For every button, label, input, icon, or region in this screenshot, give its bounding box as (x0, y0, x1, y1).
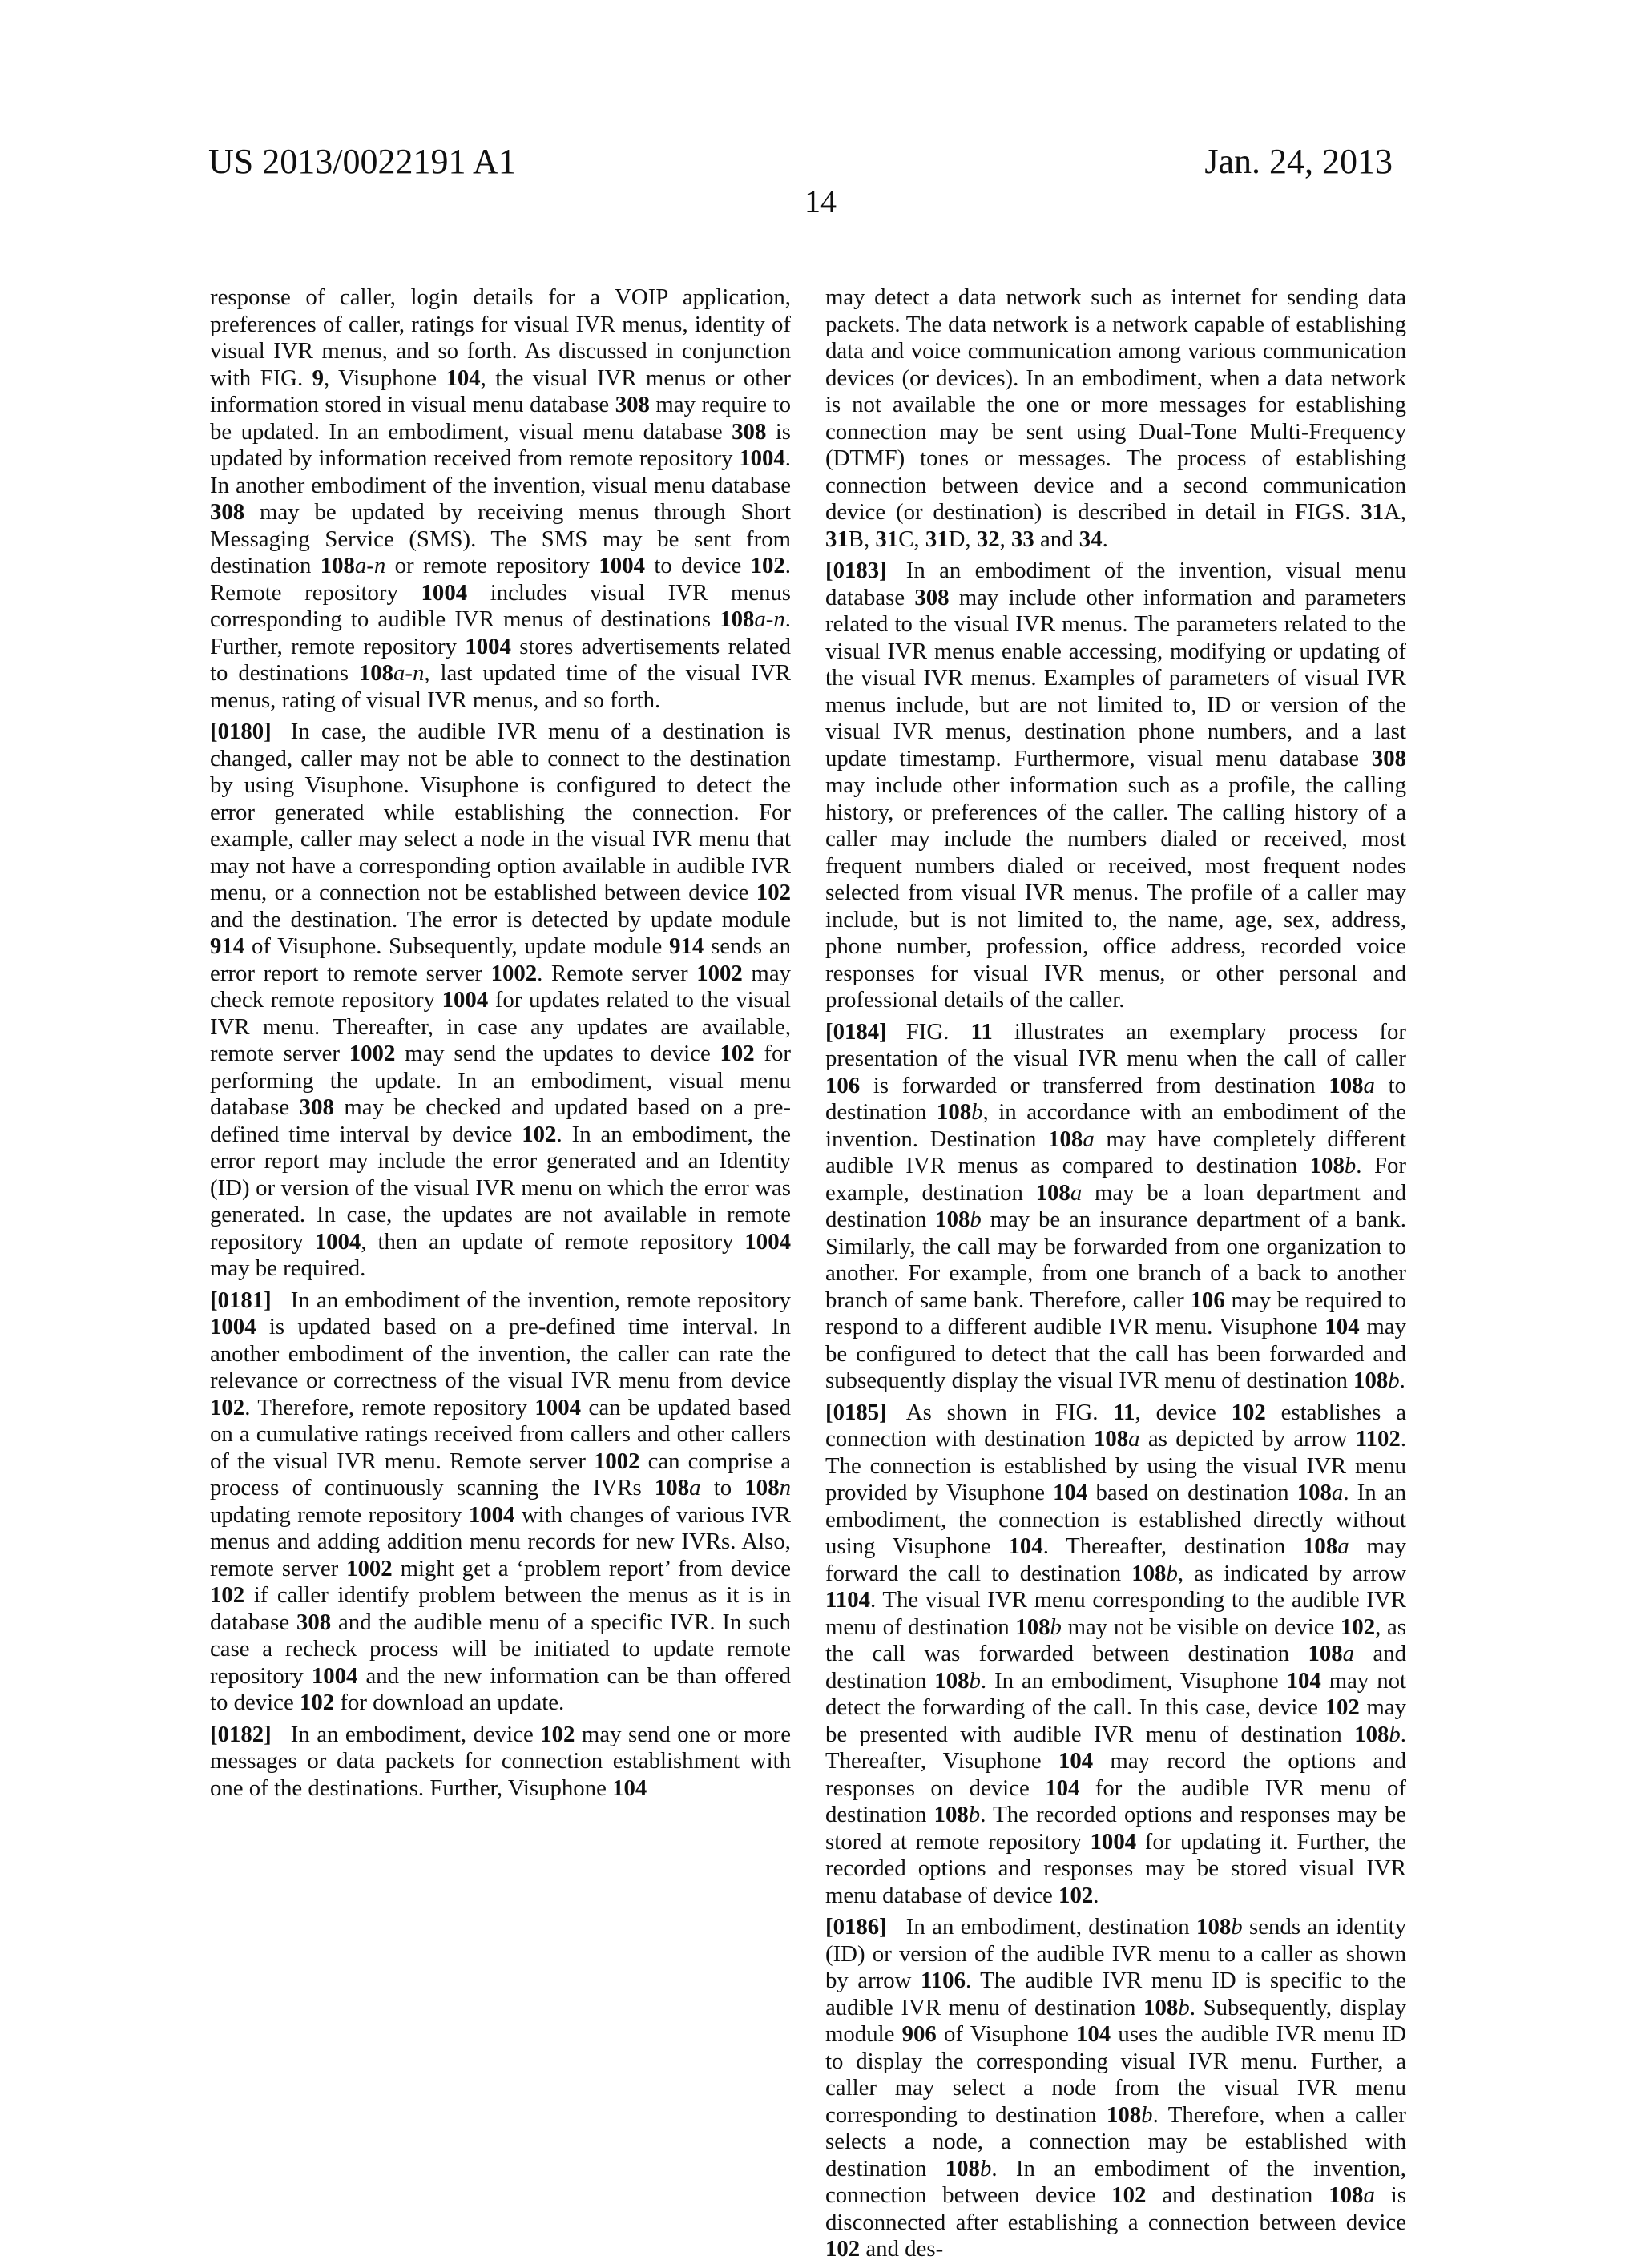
reference-numeral: 108 (1143, 1994, 1179, 2020)
text-run: for updates related to the visual IVR menu. Thereafter, in case any updates are available, remote server (210, 987, 791, 1066)
reference-numeral: 308 (296, 1609, 332, 1635)
reference-numeral: 33 (1011, 526, 1034, 552)
reference-numeral: 106 (825, 1072, 861, 1098)
reference-numeral: 108 (936, 1099, 972, 1125)
text-run: may include other information and parameters related to the visual IVR menus. The parameters related to the visual IVR menus enable accessing, modifying or updating of the visual IVR menus. Examples of parameters of visual IVR menus include, but are not limited to, ID or version of the visual IVR menus, destination phone numbers, and a last update timestamp. Furthermore, visual menu database (825, 584, 1406, 771)
reference-numeral: 1004 (739, 445, 785, 471)
reference-numeral: 108 (1093, 1426, 1129, 1452)
text-run: based on destination (1087, 1480, 1297, 1505)
reference-numeral: 1002 (696, 960, 743, 986)
text-run: for updating it. Further, the recorded options and responses may be stored visual IVR menu database of device (825, 1828, 1406, 1908)
reference-numeral: 1004 (314, 1228, 361, 1255)
reference-numeral: 1104 (825, 1587, 871, 1613)
text-run: may be configured to detect that the call has been forwarded and subsequently display the visual IVR menu of destination (825, 1314, 1406, 1393)
reference-numeral: 108 (1106, 2101, 1142, 2128)
text-run: As shown in FIG. (905, 1399, 1114, 1425)
text-run: with changes of various IVR menus and adding addition menu records for new IVRs. Also, remote server (210, 1501, 791, 1581)
text-run: . Remote repository (210, 553, 791, 606)
text-run: and the destination. The error is detected by update module (210, 906, 791, 933)
right-column (825, 284, 1406, 2268)
reference-numeral: 31 (1361, 499, 1384, 525)
text-run: may not be visible on device (1061, 1613, 1341, 1640)
text-run: , as the call was forwarded between destination (825, 1613, 1406, 1666)
text-run: may have completely different audible IVR menus as compared to destination (825, 1126, 1406, 1178)
reference-numeral: 108 (1353, 1368, 1389, 1393)
text-run: may detect a data network such as internet for sending data packets. The data network is a network capable of establishing data and voice communication among various communication devices (or devices). In an embodiment, when a data network is not available the one or more messages for establishing connection may be sent using Dual-Tone Multi-Frequency (DTMF) tones or messages. The process of establishing connection between device and a second communication device (or destination) is described in detail in FIGS. (825, 284, 1406, 525)
reference-suffix: a (689, 1475, 701, 1501)
reference-numeral: 104 (1076, 2021, 1111, 2047)
text-run: of Visuphone (936, 2021, 1076, 2047)
reference-numeral: 108 (720, 606, 755, 632)
reference-numeral: 108 (320, 553, 355, 578)
text-run: . In an embodiment, the connection is established directly without using Visuphone (825, 1480, 1407, 1559)
text-run: , (999, 526, 1012, 552)
text-run: and destination (1146, 2182, 1329, 2208)
reference-suffix: b (971, 1099, 983, 1125)
reference-numeral: 11 (970, 1018, 993, 1045)
reference-numeral: 906 (901, 2021, 937, 2047)
text-run: may be checked and updated based on a pre-defined time interval by device (210, 1094, 791, 1147)
text-run: may require to be updated. In an embodiment, visual menu database (210, 392, 791, 445)
reference-numeral: 102 (210, 1394, 245, 1420)
reference-numeral: 108 (1303, 1533, 1338, 1559)
reference-suffix: b (979, 2155, 992, 2181)
text-run: , the visual IVR menus or other information stored in visual menu database (210, 365, 792, 417)
text-run: stores advertisements related to destinations (210, 633, 791, 686)
reference-numeral: 104 (1286, 1667, 1321, 1694)
publication-date: Jan. 24, 2013 (1204, 142, 1393, 181)
reference-numeral: 1004 (744, 1228, 791, 1255)
reference-numeral: 1004 (534, 1394, 582, 1420)
reference-numeral: 308 (732, 418, 767, 445)
reference-numeral: 308 (299, 1094, 334, 1120)
text-run: can comprise a process of continuously scanning the IVRs (210, 1448, 791, 1501)
reference-numeral: 34 (1079, 526, 1103, 552)
text-run: is disconnected after establishing a connection between device (825, 2182, 1406, 2235)
reference-numeral: 308 (914, 584, 950, 610)
reference-numeral: 108 (1329, 2182, 1364, 2208)
text-run: might get a ‘problem report’ from device (392, 1555, 791, 1581)
reference-numeral: 108 (935, 1207, 970, 1232)
reference-numeral: 108 (1329, 1072, 1364, 1098)
text-run: and the audible menu of a specific IVR. In such case a recheck process will be initiated to update remote repository (210, 1609, 791, 1689)
text-run: may be required to respond to a different audible IVR menu. Visuphone (825, 1287, 1406, 1339)
text-run: or remote repository (385, 553, 599, 578)
reference-numeral: 108 (1296, 1480, 1332, 1505)
text-run: . (1102, 526, 1108, 552)
text-run: . In an embodiment, Visuphone (980, 1667, 1287, 1694)
text-run: establishes a connection with destination (825, 1399, 1406, 1452)
reference-numeral: 308 (1371, 745, 1406, 771)
reference-numeral: 1002 (346, 1555, 393, 1581)
reference-numeral: 1004 (468, 1501, 515, 1528)
text-run: . In another embodiment of the invention, visual menu database (210, 445, 791, 498)
text-run: may send the updates to device (395, 1041, 720, 1066)
text-run: includes visual IVR menus corresponding to audible IVR menus of destinations (210, 579, 791, 632)
text-run: . In an embodiment, the error report may include the error generated and an Identity (ID) or version of the visual IVR menu on which the error was generated. In case, the updates are not available in remote repository (210, 1121, 791, 1255)
reference-numeral: 1102 (1355, 1426, 1401, 1452)
paragraph-0186 (825, 1914, 1406, 2263)
reference-numeral: 1004 (421, 579, 468, 606)
reference-suffix: b (970, 1207, 982, 1232)
text-run: for download an update. (334, 1690, 565, 1715)
text-run: . Therefore, remote repository (244, 1394, 535, 1420)
reference-numeral: 108 (744, 1475, 780, 1501)
text-run: response of caller, login details for a VOIP application, preferences of caller, ratings for visual IVR menus, identity of visual IVR menus, and so forth. As discussed in conjunction with FIG. (210, 284, 791, 391)
reference-numeral: 108 (1048, 1126, 1083, 1152)
text-run: , Visuphone (323, 365, 446, 391)
paragraph-number: [0186] (825, 1914, 887, 1940)
text-run: sends an identity (ID) or version of the audible IVR menu to a caller as shown by arrow (825, 1914, 1406, 1993)
text-run: and destination (825, 1641, 1407, 1694)
reference-suffix: b (1178, 1994, 1190, 2020)
reference-numeral: 9 (312, 365, 324, 391)
reference-suffix: a (1337, 1533, 1349, 1559)
reference-suffix: b (1050, 1613, 1062, 1640)
text-run: may check remote repository (210, 960, 791, 1013)
reference-numeral: 102 (750, 553, 785, 578)
text-run: may be updated by receiving menus through Short Messaging Service (SMS). The SMS may be sent from destination (210, 499, 791, 578)
text-run: if caller identify problem between the menus as it is in database (210, 1582, 791, 1635)
reference-suffix: a-n (354, 553, 386, 578)
reference-numeral: 102 (1231, 1399, 1266, 1425)
text-run: for performing the update. In an embodiment, visual menu database (210, 1041, 791, 1120)
reference-suffix: b (1141, 2101, 1153, 2128)
reference-suffix: n (779, 1475, 791, 1501)
text-run: illustrates an exemplary process for presentation of the visual IVR menu when the call of caller (825, 1018, 1406, 1071)
reference-numeral: 914 (669, 933, 704, 959)
text-run: may include other information such as a profile, the calling history, or preferences of the caller. The calling history of a caller may include the numbers dialed or received, most frequent numbers dialed or received, most frequent nodes selected from visual IVR menus. The profile of a caller may include, but is not limited to, the name, age, sex, address, phone number, profession, office address, recorded voice responses for visual IVR menus, or other personal and professional details of the caller. (825, 772, 1406, 1013)
reference-suffix: a-n (754, 606, 785, 632)
reference-suffix: b (1231, 1914, 1243, 1940)
text-run: . Further, remote repository (210, 606, 791, 659)
reference-suffix: a (1363, 2182, 1375, 2208)
reference-numeral: 102 (1058, 1882, 1094, 1908)
text-run: In case, the audible IVR menu of a destination is changed, caller may not be able to connect to the destination by using Visuphone. Visuphone is configured to detect the error generated while establishing the connection. For example, caller may select a node in the visual IVR menu that may not have a corresponding option available in audible IVR menu, or a connection not be established between device (210, 719, 791, 905)
reference-numeral: 102 (1111, 2182, 1147, 2208)
reference-numeral: 102 (756, 880, 791, 905)
reference-numeral: 1106 (920, 1968, 966, 1993)
text-run: . (1093, 1882, 1099, 1908)
paragraph-number: [0180] (210, 719, 272, 744)
text-run: to destination (825, 1072, 1406, 1125)
reference-suffix: b (1388, 1368, 1400, 1393)
reference-suffix: b (1389, 1721, 1401, 1747)
paragraph-0181 (210, 1287, 791, 1717)
reference-numeral: 31 (875, 526, 899, 552)
text-run: , then an update of remote repository (361, 1228, 745, 1255)
text-run: . The visual IVR menu corresponding to the audible IVR menu of destination (825, 1587, 1406, 1640)
reference-numeral: 1004 (311, 1662, 358, 1689)
text-run: . Remote server (537, 960, 697, 986)
reference-numeral: 102 (1324, 1694, 1360, 1720)
reference-numeral: 914 (210, 933, 245, 959)
text-run: B, (848, 526, 876, 552)
paragraph-continued (210, 284, 791, 714)
text-run: to device (645, 553, 751, 578)
paragraph-0183 (825, 558, 1406, 1014)
text-run: as depicted by arrow (1139, 1426, 1356, 1452)
reference-numeral: 11 (1113, 1399, 1135, 1425)
paragraph-number: [0184] (825, 1018, 887, 1045)
reference-numeral: 308 (615, 392, 650, 417)
reference-numeral: 102 (210, 1582, 245, 1608)
left-column (210, 284, 791, 1807)
text-run: . For example, destination (825, 1153, 1406, 1206)
reference-numeral: 104 (612, 1775, 647, 1801)
text-run: may record the options and responses on device (825, 1748, 1406, 1801)
reference-numeral: 108 (933, 1802, 969, 1827)
reference-numeral: 104 (446, 365, 481, 391)
reference-suffix: a (1331, 1480, 1344, 1505)
reference-numeral: 108 (934, 1667, 970, 1694)
reference-suffix: a (1342, 1641, 1355, 1666)
text-run: , last updated time of the visual IVR menus, rating of visual IVR menus, and so forth. (210, 660, 791, 713)
text-run: for the audible IVR menu of destination (825, 1775, 1406, 1827)
text-run: FIG. (905, 1018, 971, 1045)
reference-numeral: 102 (720, 1041, 755, 1066)
text-run: may be presented with audible IVR menu of destination (825, 1694, 1407, 1747)
reference-numeral: 1002 (349, 1041, 396, 1066)
reference-numeral: 102 (522, 1121, 557, 1147)
reference-numeral: 108 (1035, 1179, 1070, 1206)
page-number: 14 (804, 183, 837, 220)
reference-numeral: 1002 (490, 960, 538, 986)
text-run: may not detect the forwarding of the call. In this case, device (825, 1667, 1407, 1720)
reference-numeral: 108 (1131, 1560, 1167, 1586)
reference-numeral: 104 (1324, 1314, 1360, 1339)
text-run: sends an error report to remote server (210, 933, 791, 986)
text-run: In an embodiment of the invention, visual menu database (825, 558, 1406, 610)
patent-number: US 2013/0022191 A1 (208, 142, 516, 181)
text-run: . Thereafter, destination (1042, 1533, 1304, 1559)
paragraph-number: [0182] (210, 1721, 272, 1747)
text-run: , device (1135, 1399, 1232, 1425)
paragraph-0180 (210, 719, 791, 1283)
text-run: and the new information can be than offered to device (210, 1662, 791, 1715)
text-run: of Visuphone. Subsequently, update module (244, 933, 670, 959)
reference-numeral: 108 (1196, 1914, 1232, 1940)
reference-numeral: 108 (945, 2155, 980, 2181)
reference-numeral: 104 (1058, 1748, 1094, 1774)
reference-suffix: a (1363, 1072, 1375, 1098)
text-run: and (1034, 526, 1079, 552)
text-run: may be required. (210, 1255, 366, 1281)
reference-numeral: 1004 (599, 553, 645, 578)
reference-numeral: 31 (925, 526, 949, 552)
reference-numeral: 108 (1309, 1153, 1345, 1178)
reference-suffix: b (1344, 1153, 1357, 1178)
text-run: is updated based on a pre-defined time interval. In another embodiment of the invention, the caller can rate the relevance or correctness of the visual IVR menu from device (210, 1314, 791, 1393)
text-run: In an embodiment of the invention, remote repository (290, 1287, 791, 1313)
paragraph-0182-continued (825, 284, 1406, 553)
reference-numeral: 106 (1190, 1287, 1225, 1313)
reference-numeral: 108 (1354, 1721, 1389, 1747)
paragraph-number: [0183] (825, 558, 887, 583)
reference-suffix: a (1128, 1426, 1140, 1452)
text-run: and des- (860, 2236, 944, 2262)
reference-numeral: 308 (210, 499, 245, 525)
reference-numeral: 102 (299, 1690, 335, 1715)
text-run: may forward the call to destination (825, 1533, 1406, 1586)
reference-numeral: 108 (358, 660, 394, 686)
reference-suffix: a (1070, 1179, 1083, 1206)
reference-numeral: 102 (540, 1721, 575, 1747)
reference-numeral: 102 (1340, 1613, 1376, 1640)
reference-suffix: a (1083, 1126, 1095, 1152)
reference-suffix: b (1166, 1560, 1178, 1586)
text-run: to (700, 1475, 745, 1501)
reference-numeral: 1004 (210, 1314, 256, 1339)
reference-numeral: 104 (1053, 1480, 1088, 1505)
reference-numeral: 104 (1008, 1533, 1043, 1559)
text-run: , as indicated by arrow (1177, 1560, 1406, 1586)
reference-numeral: 31 (825, 526, 849, 552)
reference-numeral: 1002 (593, 1448, 640, 1474)
text-run: is updated by information received from remote repository (210, 418, 791, 471)
text-run: In an embodiment, device (290, 1721, 541, 1747)
reference-numeral: 108 (654, 1475, 690, 1501)
reference-numeral: 108 (1015, 1613, 1050, 1640)
paragraph-0182 (210, 1722, 791, 1803)
paragraph-number: [0185] (825, 1399, 887, 1425)
text-run: . Thereafter, Visuphone (825, 1721, 1406, 1774)
text-run: can be updated based on a cumulative ratings received from callers and other callers of the visual IVR menu. Remote server (210, 1394, 791, 1474)
text-run: . Subsequently, display module (825, 1994, 1406, 2047)
text-run: A, (1384, 499, 1406, 525)
text-run: . The connection is established by using the visual IVR menu provided by Visuphone (825, 1426, 1407, 1505)
text-run: C, (898, 526, 925, 552)
reference-numeral: 1004 (465, 633, 511, 659)
paragraph-0185 (825, 1400, 1406, 1910)
reference-suffix: b (968, 1802, 981, 1827)
text-run: . Therefore, when a caller selects a node, a connection may be established with destination (825, 2101, 1406, 2181)
paragraph-0184 (825, 1019, 1406, 1395)
text-run: . The recorded options and responses may be stored at remote repository (825, 1802, 1406, 1855)
text-run: . The audible IVR menu ID is specific to the audible IVR menu of destination (825, 1968, 1406, 2020)
text-run: is forwarded or transferred from destination (860, 1072, 1329, 1098)
reference-numeral: 32 (976, 526, 1000, 552)
reference-suffix: a-n (393, 660, 425, 686)
reference-numeral: 104 (1045, 1775, 1080, 1801)
reference-numeral: 1004 (1090, 1828, 1137, 1855)
text-run: D, (948, 526, 977, 552)
text-run: In an embodiment, destination (905, 1914, 1197, 1940)
text-run: , in accordance with an embodiment of the invention. Destination (825, 1099, 1406, 1152)
paragraph-number: [0181] (210, 1287, 272, 1313)
text-run: . (1399, 1368, 1405, 1393)
text-run: may be a loan department and destination (825, 1179, 1406, 1232)
text-run: . In an embodiment of the invention, connection between device (825, 2155, 1406, 2208)
text-run: uses the audible IVR menu ID to display the corresponding visual IVR menu. Further, a caller may select a node from the visual IVR menu corresponding to destination (825, 2021, 1407, 2128)
text-run: may send one or more messages or data packets for connection establishment with one of the destinations. Further, Visuphone (210, 1721, 791, 1801)
reference-suffix: b (969, 1667, 981, 1694)
reference-numeral: 102 (825, 2236, 861, 2262)
text-run: may be an insurance department of a bank. Similarly, the call may be forwarded from one organization to another. For example, from one branch of a back to another branch of same bank. Therefore, caller (825, 1207, 1406, 1313)
reference-numeral: 1004 (441, 987, 489, 1013)
text-run: updating remote repository (210, 1501, 469, 1528)
reference-numeral: 108 (1308, 1641, 1343, 1666)
